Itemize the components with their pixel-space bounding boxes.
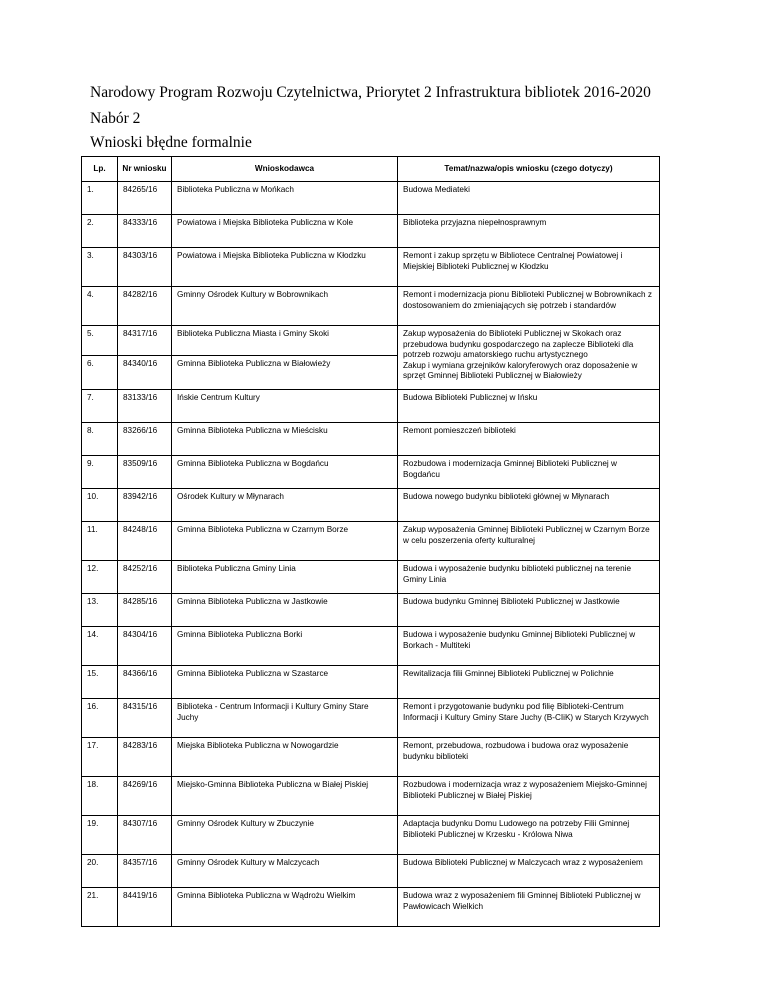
table-body — [82, 182, 660, 927]
cell-lp: 3. — [82, 248, 118, 287]
cell-applicant: Biblioteka Publiczna Gminy Linia — [172, 561, 398, 594]
cell-nr: 84269/16 — [118, 777, 172, 816]
cell-nr: 84304/16 — [118, 627, 172, 666]
cell-lp: 11. — [82, 522, 118, 561]
cell-nr: 84366/16 — [118, 666, 172, 699]
cell-lp: 9. — [82, 456, 118, 489]
cell-topic: Budowa Mediateki — [398, 182, 660, 215]
cell-topic: Remont, przebudowa, rozbudowa i budowa oraz wyposażenie budynku biblioteki — [398, 738, 660, 777]
cell-topic: Remont pomieszczeń biblioteki — [398, 423, 660, 456]
table-row — [82, 182, 660, 215]
document-subheading: Nabór 2 — [90, 110, 141, 127]
cell-nr: 84283/16 — [118, 738, 172, 777]
table-row — [82, 326, 660, 356]
table-header-row — [82, 157, 660, 182]
table-row — [82, 816, 660, 855]
cell-lp: 19. — [82, 816, 118, 855]
cell-applicant: Powiatowa i Miejska Biblioteka Publiczna w Kole — [172, 215, 398, 248]
cell-nr: 84285/16 — [118, 594, 172, 627]
cell-topic: Budowa i wyposażenie budynku biblioteki publicznej na terenie Gminy Linia — [398, 561, 660, 594]
cell-lp: 13. — [82, 594, 118, 627]
cell-topic: Adaptacja budynku Domu Ludowego na potrzeby Filii Gminnej Biblioteki Publicznej w Krzesku - Królowa Niwa — [398, 816, 660, 855]
cell-topic: Zakup i wymiana grzejników kaloryferowych oraz doposażenie w sprzęt Gminnej Biblioteki Publicznej w Białowieży — [403, 360, 638, 380]
table-row — [82, 627, 660, 666]
cell-nr: 84315/16 — [118, 699, 172, 738]
cell-nr: 84419/16 — [118, 888, 172, 927]
cell-nr: 84317/16 — [118, 326, 172, 356]
cell-nr: 84340/16 — [118, 356, 172, 390]
cell-topic: Budowa Biblioteki Publicznej w Malczycach wraz z wyposażeniem — [398, 855, 660, 888]
cell-nr: 83942/16 — [118, 489, 172, 522]
table-row — [82, 888, 660, 927]
table-row — [82, 390, 660, 423]
table-row — [82, 489, 660, 522]
cell-applicant: Miejska Biblioteka Publiczna w Nowogardzie — [172, 738, 398, 777]
cell-applicant: Gminna Biblioteka Publiczna w Białowieży — [172, 356, 398, 390]
cell-lp: 2. — [82, 215, 118, 248]
cell-topic: Budowa nowego budynku biblioteki głównej w Młynarach — [398, 489, 660, 522]
header-applicant: Wnioskodawca — [172, 157, 398, 182]
cell-nr: 84307/16 — [118, 816, 172, 855]
cell-topic: Remont i modernizacja pionu Biblioteki Publicznej w Bobrownikach z dostosowaniem do zmieniających się potrzeb i standardów — [398, 287, 660, 326]
cell-topic: Rewitalizacja filii Gminnej Biblioteki Publicznej w Polichnie — [398, 666, 660, 699]
cell-lp: 20. — [82, 855, 118, 888]
cell-applicant: Gminna Biblioteka Publiczna w Wądrożu Wielkim — [172, 888, 398, 927]
cell-lp: 4. — [82, 287, 118, 326]
applications-table — [81, 156, 660, 927]
cell-applicant: Gminny Ośrodek Kultury w Zbuczynie — [172, 816, 398, 855]
cell-applicant: Gminny Ośrodek Kultury w Malczycach — [172, 855, 398, 888]
cell-topic: Budowa i wyposażenie budynku Gminnej Biblioteki Publicznej w Borkach - Multiteki — [398, 627, 660, 666]
table-row — [82, 666, 660, 699]
cell-lp: 17. — [82, 738, 118, 777]
document-heading: Narodowy Program Rozwoju Czytelnictwa, Priorytet 2 Infrastruktura bibliotek 2016-2020 — [90, 84, 651, 101]
cell-lp: 15. — [82, 666, 118, 699]
cell-applicant: Ośrodek Kultury w Młynarach — [172, 489, 398, 522]
cell-applicant: Miejsko-Gminna Biblioteka Publiczna w Białej Piskiej — [172, 777, 398, 816]
cell-applicant: Gminna Biblioteka Publiczna w Jastkowie — [172, 594, 398, 627]
table-row — [82, 699, 660, 738]
cell-nr: 84333/16 — [118, 215, 172, 248]
table-row — [82, 287, 660, 326]
cell-topic: Biblioteka przyjazna niepełnosprawnym — [398, 215, 660, 248]
cell-lp: 10. — [82, 489, 118, 522]
header-topic: Temat/nazwa/opis wniosku (czego dotyczy) — [398, 157, 660, 182]
cell-applicant: Gminna Biblioteka Publiczna w Czarnym Borze — [172, 522, 398, 561]
cell-nr: 84357/16 — [118, 855, 172, 888]
cell-applicant: Gminna Biblioteka Publiczna Borki — [172, 627, 398, 666]
cell-topic: Zakup wyposażenia do Biblioteki Publicznej w Skokach oraz przebudowa budynku gospodarczego na zaplecze Biblioteki dla potrzeb rozwoju amatorskiego ruchu artystycznego — [403, 329, 634, 359]
table-row — [82, 423, 660, 456]
table-row — [82, 738, 660, 777]
header-nr: Nr wniosku — [118, 157, 172, 182]
table-row — [82, 522, 660, 561]
cell-applicant: Gminna Biblioteka Publiczna w Szastarce — [172, 666, 398, 699]
cell-topic-merged — [398, 326, 660, 390]
cell-applicant: Ińskie Centrum Kultury — [172, 390, 398, 423]
cell-lp: 16. — [82, 699, 118, 738]
cell-lp: 7. — [82, 390, 118, 423]
table-row — [82, 594, 660, 627]
cell-applicant: Biblioteka Publiczna Miasta i Gminy Skoki — [172, 326, 398, 356]
cell-lp: 12. — [82, 561, 118, 594]
cell-applicant: Gminna Biblioteka Publiczna w Bogdańcu — [172, 456, 398, 489]
cell-topic: Remont i przygotowanie budynku pod filię Biblioteki-Centrum Informacji i Kultury Gminy Stare Juchy (B-CIiK) w Starych Krzywych — [398, 699, 660, 738]
cell-nr: 84303/16 — [118, 248, 172, 287]
cell-lp: 18. — [82, 777, 118, 816]
cell-lp: 14. — [82, 627, 118, 666]
section-title: Wnioski błędne formalnie — [90, 134, 252, 151]
table-row — [82, 561, 660, 594]
cell-nr: 84282/16 — [118, 287, 172, 326]
cell-topic: Rozbudowa i modernizacja Gminnej Biblioteki Publicznej w Bogdańcu — [398, 456, 660, 489]
cell-topic: Budowa budynku Gminnej Biblioteki Publicznej w Jastkowie — [398, 594, 660, 627]
cell-lp: 5. — [82, 326, 118, 356]
cell-nr: 83133/16 — [118, 390, 172, 423]
cell-topic: Zakup wyposażenia Gminnej Biblioteki Publicznej w Czarnym Borze w celu poszerzenia oferty kulturalnej — [398, 522, 660, 561]
cell-nr: 84248/16 — [118, 522, 172, 561]
cell-nr: 83509/16 — [118, 456, 172, 489]
cell-topic: Rozbudowa i modernizacja wraz z wyposażeniem Miejsko-Gminnej Biblioteki Publicznej w Białej Piskiej — [398, 777, 660, 816]
cell-nr: 83266/16 — [118, 423, 172, 456]
cell-nr: 84265/16 — [118, 182, 172, 215]
table-row — [82, 248, 660, 287]
cell-lp: 1. — [82, 182, 118, 215]
cell-lp: 8. — [82, 423, 118, 456]
header-lp: Lp. — [82, 157, 118, 182]
table-row — [82, 777, 660, 816]
cell-applicant: Biblioteka Publiczna w Mońkach — [172, 182, 398, 215]
cell-topic: Remont i zakup sprzętu w Bibliotece Centralnej Powiatowej i Miejskiej Biblioteki Publicznej w Kłodzku — [398, 248, 660, 287]
table-row — [82, 855, 660, 888]
cell-lp: 6. — [82, 356, 118, 390]
cell-applicant: Powiatowa i Miejska Biblioteka Publiczna w Kłodzku — [172, 248, 398, 287]
cell-nr: 84252/16 — [118, 561, 172, 594]
table-row — [82, 215, 660, 248]
table-row — [82, 456, 660, 489]
cell-lp: 21. — [82, 888, 118, 927]
cell-topic: Budowa Biblioteki Publicznej w Ińsku — [398, 390, 660, 423]
cell-applicant: Gminna Biblioteka Publiczna w Mieścisku — [172, 423, 398, 456]
cell-applicant: Gminny Ośrodek Kultury w Bobrownikach — [172, 287, 398, 326]
cell-topic: Budowa wraz z wyposażeniem fili Gminnej Biblioteki Publicznej w Pawłowicach Wielkich — [398, 888, 660, 927]
cell-applicant: Biblioteka - Centrum Informacji i Kultury Gminy Stare Juchy — [172, 699, 398, 738]
